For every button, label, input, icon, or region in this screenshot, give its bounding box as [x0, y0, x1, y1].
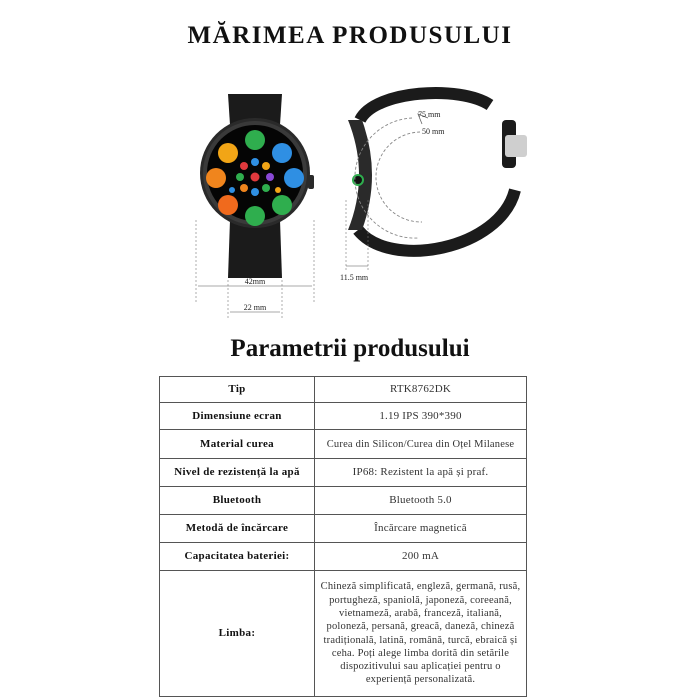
- param-value: Bluetooth 5.0: [315, 487, 527, 515]
- product-size-diagram: [160, 80, 540, 330]
- bluetooth-icon: [272, 143, 292, 163]
- band-small-label: 50 mm: [422, 127, 445, 136]
- table-row: [160, 571, 527, 697]
- table-row: [160, 377, 527, 403]
- message-icon: [245, 206, 265, 226]
- call-icon: [272, 195, 292, 215]
- table-row: [160, 543, 527, 571]
- param-label: Bluetooth: [160, 487, 315, 515]
- param-value: Încărcare magnetică: [315, 515, 527, 543]
- phone-log-icon: [206, 168, 226, 188]
- param-value: 1.19 IPS 390*390: [315, 403, 527, 430]
- thickness-label: 11.5 mm: [340, 273, 369, 282]
- table-row: [160, 403, 527, 430]
- size-section-title: MĂRIMEA PRODUSULUI: [187, 22, 513, 49]
- table-row: [160, 515, 527, 543]
- table-row: [160, 459, 527, 487]
- params-table: [159, 376, 527, 697]
- param-label: Material curea: [160, 430, 315, 459]
- contacts-icon: [218, 195, 238, 215]
- params-section-title: Parametrii produsului: [230, 335, 470, 362]
- fitness-icon: [245, 130, 265, 150]
- heart-icon: [240, 162, 248, 170]
- param-label: Nivel de rezistență la apă: [160, 459, 315, 487]
- settings-icon: [284, 168, 304, 188]
- param-label: Tip: [160, 377, 315, 403]
- param-value: RTK8762DK: [315, 377, 527, 403]
- strap-width-label: 22 mm: [243, 303, 267, 312]
- param-label: Capacitatea bateriei:: [160, 543, 315, 571]
- band-large-label: 75 mm: [418, 110, 441, 119]
- param-value: Curea din Silicon/Curea din Oțel Milanese: [315, 430, 527, 459]
- watch-front-view: [196, 94, 314, 320]
- param-value: IP68: Rezistent la apă și praf.: [315, 459, 527, 487]
- watch-side-view: [340, 93, 527, 282]
- table-row: [160, 487, 527, 515]
- case-width-label: 42mm: [244, 277, 266, 286]
- footprints-icon: [218, 143, 238, 163]
- param-label: Dimensiune ecran: [160, 403, 315, 430]
- param-label: Metodă de încărcare: [160, 515, 315, 543]
- table-row: [160, 430, 527, 459]
- param-value: 200 mA: [315, 543, 527, 571]
- param-label: Limba:: [160, 571, 315, 697]
- param-value: Chineză simplificată, engleză, germană, rusă, portugheză, spaniolă, japoneză, coreeană, vietnameză, arabă, franceză, italiană, poloneză, persană, greacă, daneză, chineză tradițională, latină, română, turcă, ebraică și ceha. Poți alege limba dorită din setările dispozitivului sau aplicației pentru o experiență personalizată.: [315, 571, 527, 697]
